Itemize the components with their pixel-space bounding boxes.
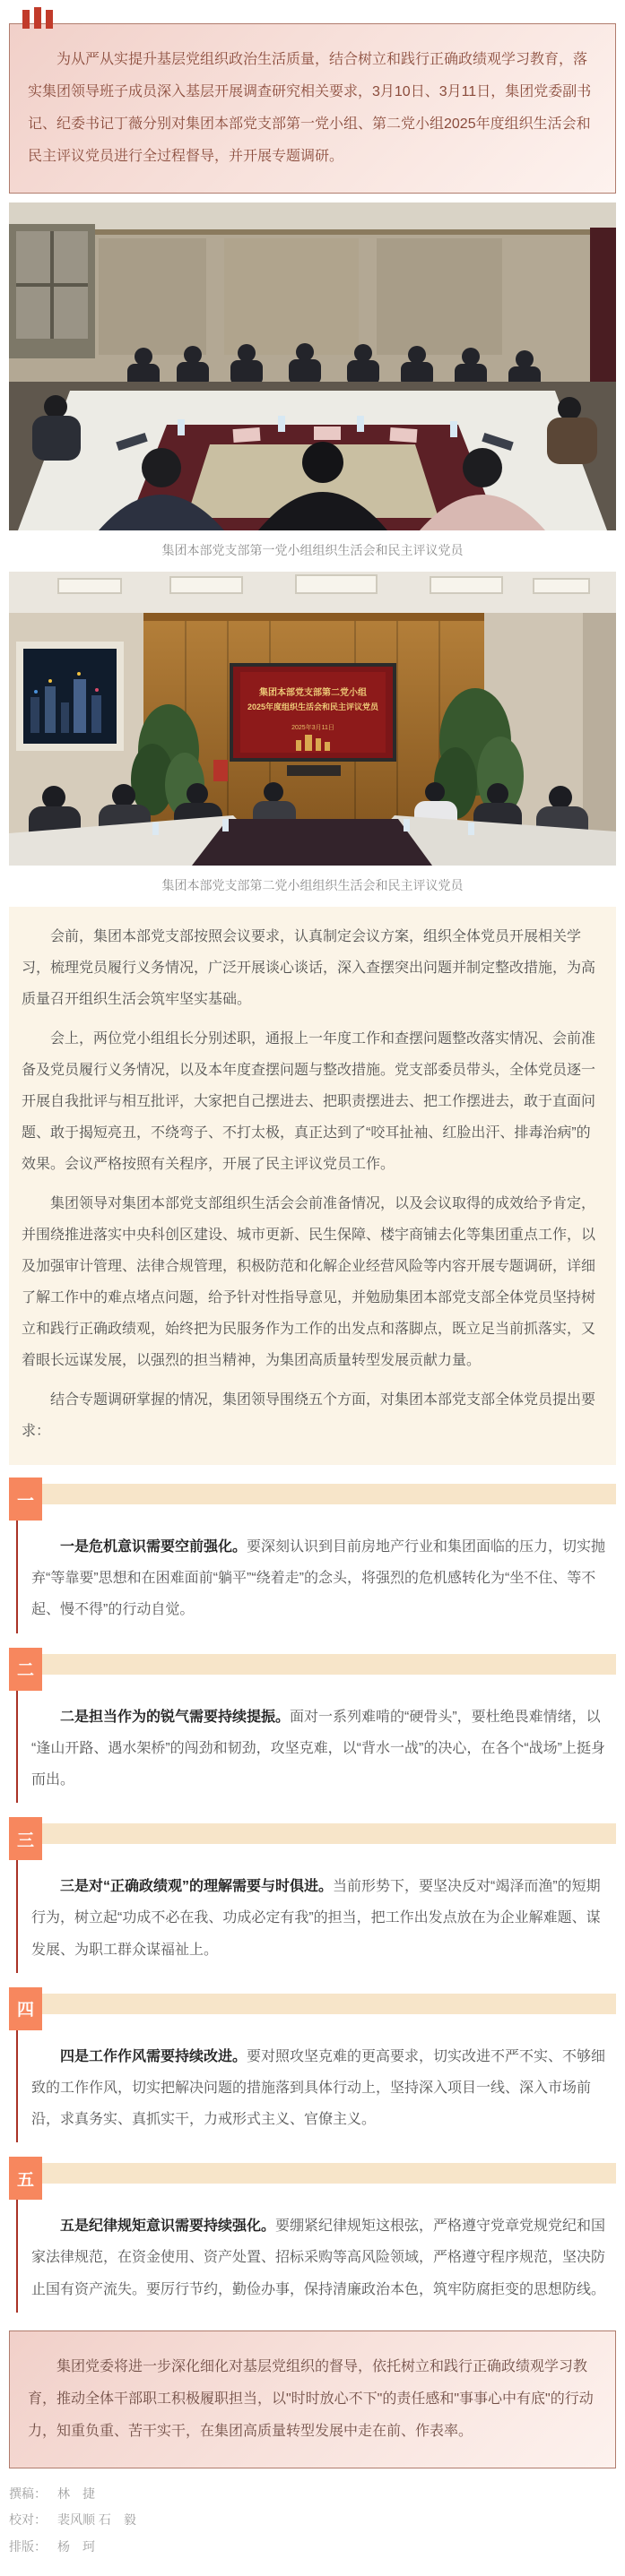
section-5-number-badge: 五	[9, 2157, 42, 2200]
credit-typesetter-value: 杨 珂	[57, 2538, 95, 2554]
requirement-section-2	[9, 1648, 616, 1796]
screen-title-line1: 集团本部党支部第二党小组	[259, 688, 367, 698]
meeting-photo-1[interactable]	[9, 202, 616, 530]
figure-meeting-photo-1	[9, 202, 616, 559]
article-page	[0, 23, 625, 2576]
section-3-lead: 三是对“正确政绩观”的理解需要与时俱进。	[60, 1879, 334, 1895]
section-3-text	[31, 1871, 607, 1966]
credit-proofreader-label: 校对：	[9, 2512, 47, 2528]
section-2-band	[42, 1654, 616, 1675]
screen-title-line2: 2025年度组织生活会和民主评议党员	[247, 702, 379, 711]
section-5-lead: 五是纪律规矩意识需要持续强化。	[60, 2218, 276, 2235]
intro-paragraph: 为从严从实提升基层党组织政治生活质量，结合树立和践行正确政绩观学习教育，落实集团领导班子成员深入基层开展调查研究相关要求，3月10日、3月11日，集团党委副书记、纪委书记丁薇分别对集团本部党支部第一党小组、第二党小组2025年度组织生活会和民主评议党员进行全过程督导，并开展专题调研。	[28, 52, 592, 164]
body-paragraph-3: 集团领导对集团本部党支部组织生活会会前准备情况，以及会议取得的成效给予肯定，并围绕推进落实中央科创区建设、城市更新、民生保障、楼宇商铺去化等集团重点工作，以及加强审计管理、法律合规管理，积极防范和化解企业经营风险等内容开展专题调研，详细了解工作中的难点堵点问题，给予针对性指导意见，并勉励集团本部党支部全体党员坚持树立和践行正确政绩观，始终把为民服务作为工作的出发点和落脚点，既立足当前抓落实，又着眼长远谋发展，以强烈的担当精神，为集团高质量转型发展贡献力量。	[22, 1195, 596, 1369]
red-bars-icon	[22, 10, 53, 29]
intro-section	[9, 23, 616, 194]
section-1-body: 要深刻认识到目前房地产行业和集团面临的压力，切实抛弃“等靠要”思想和在困难面前“躺平”“绕着走”的念头，将强烈的危机感转化为“坐不住、等不起、慢不得”的行动自觉。	[31, 1539, 606, 1618]
credit-typesetter-label: 排版：	[9, 2538, 47, 2554]
outro-paragraph: 集团党委将进一步深化细化对基层党组织的督导，依托树立和践行正确政绩观学习教育，推动全体干部职工积极履职担当，以"时时放心不下"的责任感和"事事心中有底"的行动力，知重负重、苦干实干，在集团高质量转型发展中走在前、作表率。	[28, 2358, 594, 2439]
section-4-text	[31, 2041, 607, 2136]
section-4-band	[42, 1994, 616, 2014]
body-paragraph-4: 结合专题调研掌握的情况，集团领导围绕五个方面，对集团本部党支部全体党员提出要求：	[22, 1391, 596, 1439]
body-text-box	[9, 907, 616, 1465]
section-4-header	[9, 1987, 616, 2030]
requirement-section-1	[9, 1478, 616, 1626]
section-2-text	[31, 1702, 607, 1796]
section-2-number-badge: 二	[9, 1648, 42, 1691]
body-paragraph-1: 会前，集团本部党支部按照会议要求，认真制定会议方案，组织全体党员开展相关学习，梳理党员履行义务情况，广泛开展谈心谈话，深入查摆突出问题并制定整改措施，为高质量召开组织生活会筑牢坚实基础。	[22, 929, 596, 1008]
section-2-lead: 二是担当作为的锐气需要持续提振。	[60, 1709, 291, 1725]
credit-proofreader	[9, 2507, 616, 2533]
section-2-header	[9, 1648, 616, 1691]
credit-writer	[9, 2481, 616, 2507]
credit-writer-label: 撰稿：	[9, 2486, 47, 2501]
outro-section	[9, 2330, 616, 2468]
section-1-lead: 一是危机意识需要空前强化。	[60, 1539, 247, 1555]
section-3-body: 当前形势下，要坚决反对“竭泽而渔”的短期行为，树立起“功成不必在我、功成必定有我”的担当，把工作出发点放在为企业解难题、谋发展、为职工群众谋福祉上。	[31, 1879, 601, 1958]
requirement-section-3	[9, 1817, 616, 1966]
section-4-lead: 四是工作作风需要持续改进。	[60, 2048, 247, 2064]
section-1-header	[9, 1478, 616, 1521]
section-3-header	[9, 1817, 616, 1860]
screen-date: 2025年3月11日	[291, 725, 334, 731]
section-5-text	[31, 2210, 607, 2305]
section-5-body: 要绷紧纪律规矩这根弦，严格遵守党章党规党纪和国家法律规范，在资金使用、资产处置、招标采购等高风险领域，严格遵守程序规范，坚决防止国有资产流失。要厉行节约，勤俭办事，保持清廉政治本色，筑牢防腐拒变的思想防线。	[31, 2218, 606, 2297]
intro-highlight-box	[9, 23, 616, 194]
section-5-header	[9, 2157, 616, 2200]
requirement-section-5	[9, 2157, 616, 2305]
requirement-section-4	[9, 1987, 616, 2136]
section-1-text	[31, 1531, 607, 1626]
credit-proofreader-value: 裴风顺 石 毅	[57, 2512, 136, 2528]
outro-highlight-box	[9, 2330, 616, 2468]
credit-writer-value: 林 捷	[57, 2486, 95, 2501]
section-4-number-badge: 四	[9, 1987, 42, 2030]
section-4-body: 要对照攻坚克难的更高要求，切实改进不严不实、不够细致的工作作风，切实把解决问题的措施落到具体行动上，坚持深入项目一线、深入市场前沿，求真务实、真抓实干，力戒形式主义、官僚主义。	[31, 2048, 606, 2128]
section-3-band	[42, 1823, 616, 1844]
section-3-number-badge: 三	[9, 1817, 42, 1860]
credit-typesetter	[9, 2534, 616, 2560]
photo2-caption: 集团本部党支部第二党小组组织生活会和民主评议党员	[161, 878, 464, 892]
photo1-caption: 集团本部党支部第一党小组组织生活会和民主评议党员	[161, 543, 464, 557]
meeting-photo-2[interactable]	[9, 572, 616, 866]
section-1-band	[42, 1484, 616, 1504]
body-paragraph-2: 会上，两位党小组组长分别述职，通报上一年度工作和查摆问题整改落实情况、会前准备及党员履行义务情况，以及本年度查摆问题与整改措施。党支部委员带头，全体党员逐一开展自我批评与相互批评，大家把自己摆进去、把职责摆进去、把工作摆进去，敢于直面问题、敢于揭短亮丑，不绕弯子、不打太极，真正达到了“咬耳扯袖、红脸出汗、排毒治病”的效果。会议严格按照有关程序，开展了民主评议党员工作。	[22, 1030, 596, 1173]
section-5-band	[42, 2163, 616, 2184]
credits	[9, 2481, 616, 2560]
section-1-number-badge: 一	[9, 1478, 42, 1521]
figure-meeting-photo-2	[9, 572, 616, 894]
section-2-body: 面对一系列难啃的“硬骨头”，要杜绝畏难情绪，以“逢山开路、遇水架桥”的闯劲和韧劲，攻坚克难，以“背水一战”的决心，在各个“战场”上挺身而出。	[31, 1709, 605, 1788]
